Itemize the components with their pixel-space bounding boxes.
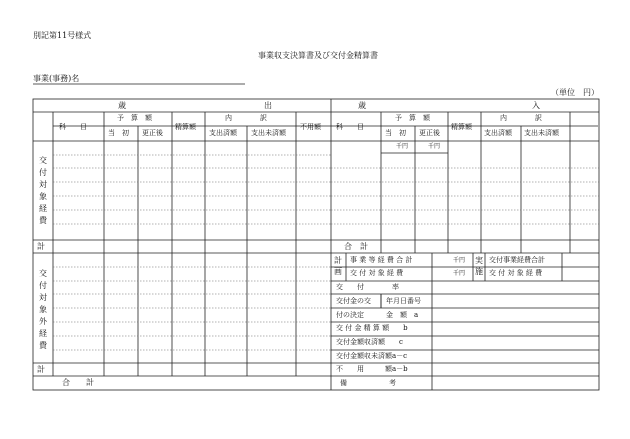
remarks-field[interactable] (432, 376, 599, 390)
revenue-paid: 支出済額 (484, 129, 512, 137)
decision-date-field[interactable] (432, 294, 599, 308)
expenditure-subject: 科 目 (59, 123, 87, 131)
revenue-total-label: 合 計 (344, 242, 368, 251)
unit-label: （単位 円） (551, 88, 599, 97)
unreceived-amount-field[interactable] (432, 350, 599, 363)
decision-label-1: 交付金の交 (336, 297, 371, 305)
actual-total-label: 交付事業経費合計 (489, 256, 545, 264)
decision-date-label: 年月日番号 (386, 297, 421, 305)
decision-label-2: 付の決定 (336, 311, 364, 319)
section-grant-eligible: 交付対象経費 (39, 156, 47, 225)
expenditure-budget: 予 算 額 (117, 114, 152, 122)
expenditure-header-left: 歳 (118, 101, 126, 110)
revenue-revised-unit: 千円 (428, 143, 441, 150)
revenue-initial-unit: 千円 (396, 143, 409, 150)
settled-amount-field[interactable] (432, 322, 599, 336)
revenue-settlement: 精算額 (451, 123, 472, 131)
expenditure-unpaid: 支出未済額 (251, 129, 286, 137)
expenditure-unused: 不用額 (300, 123, 321, 131)
actual-grant-label: 交 付 対 象 経 費 (489, 269, 543, 277)
project-name-field[interactable] (86, 72, 245, 84)
section-grant-ineligible: 交付対象外経費 (39, 269, 47, 350)
project-name-label: 事業(事務)名 (33, 74, 80, 83)
grant-rate-field[interactable] (432, 281, 599, 294)
expenditure-budget-initial: 当 初 (108, 129, 129, 137)
unreceived-amount-label: 交付金額収未済額a－c (336, 352, 408, 360)
expenditure-breakdown: 内 訳 (225, 114, 267, 122)
form-number: 別記第11号様式 (33, 31, 92, 40)
plan-total-label: 事 業 等 経 費 合 計 (350, 256, 413, 264)
page-title: 事業収支決算書及び交付金精算書 (258, 51, 378, 60)
decision-amount-field[interactable] (432, 308, 599, 322)
unused-amount-label: 不 用 額a－b (336, 365, 408, 373)
expenditure-total-label: 合 計 (62, 378, 94, 387)
plan-grant-unit: 千円 (453, 270, 466, 277)
revenue-breakdown: 内 訳 (500, 114, 542, 122)
revenue-subject: 科 目 (336, 123, 364, 131)
unused-amount-field[interactable] (432, 363, 599, 376)
expenditure-paid: 支出済額 (209, 129, 237, 137)
expenditure-header-right: 出 (264, 101, 272, 110)
grant-subtotal-label: 計 (37, 242, 45, 251)
revenue-unpaid: 支出未済額 (524, 129, 559, 137)
expenditure-settlement: 精算額 (175, 123, 196, 131)
revenue-budget: 予 算 額 (395, 114, 430, 122)
revenue-header-right: 入 (532, 101, 540, 110)
revenue-budget-revised: 更正後 (419, 129, 440, 137)
plan-total-unit: 千円 (453, 257, 466, 264)
received-amount-field[interactable] (432, 336, 599, 350)
nongrant-subtotal-label: 計 (37, 365, 45, 374)
expenditure-budget-revised: 更正後 (142, 129, 163, 137)
actual-label: 実施 (475, 256, 483, 276)
received-amount-label: 交付金額収済額 c (336, 338, 403, 346)
remarks-label: 備 考 (340, 379, 396, 387)
revenue-header-left: 歳 (358, 101, 366, 110)
plan-grant-label: 交 付 対 象 経 費 (350, 269, 404, 277)
grant-rate-label: 交 付 率 (336, 283, 399, 291)
decision-amount-label: 金 額 a (386, 311, 419, 319)
plan-label: 計画 (334, 256, 342, 276)
revenue-budget-initial: 当 初 (385, 129, 406, 137)
settled-amount-label: 交 付 金 精 算 額 b (336, 324, 408, 332)
